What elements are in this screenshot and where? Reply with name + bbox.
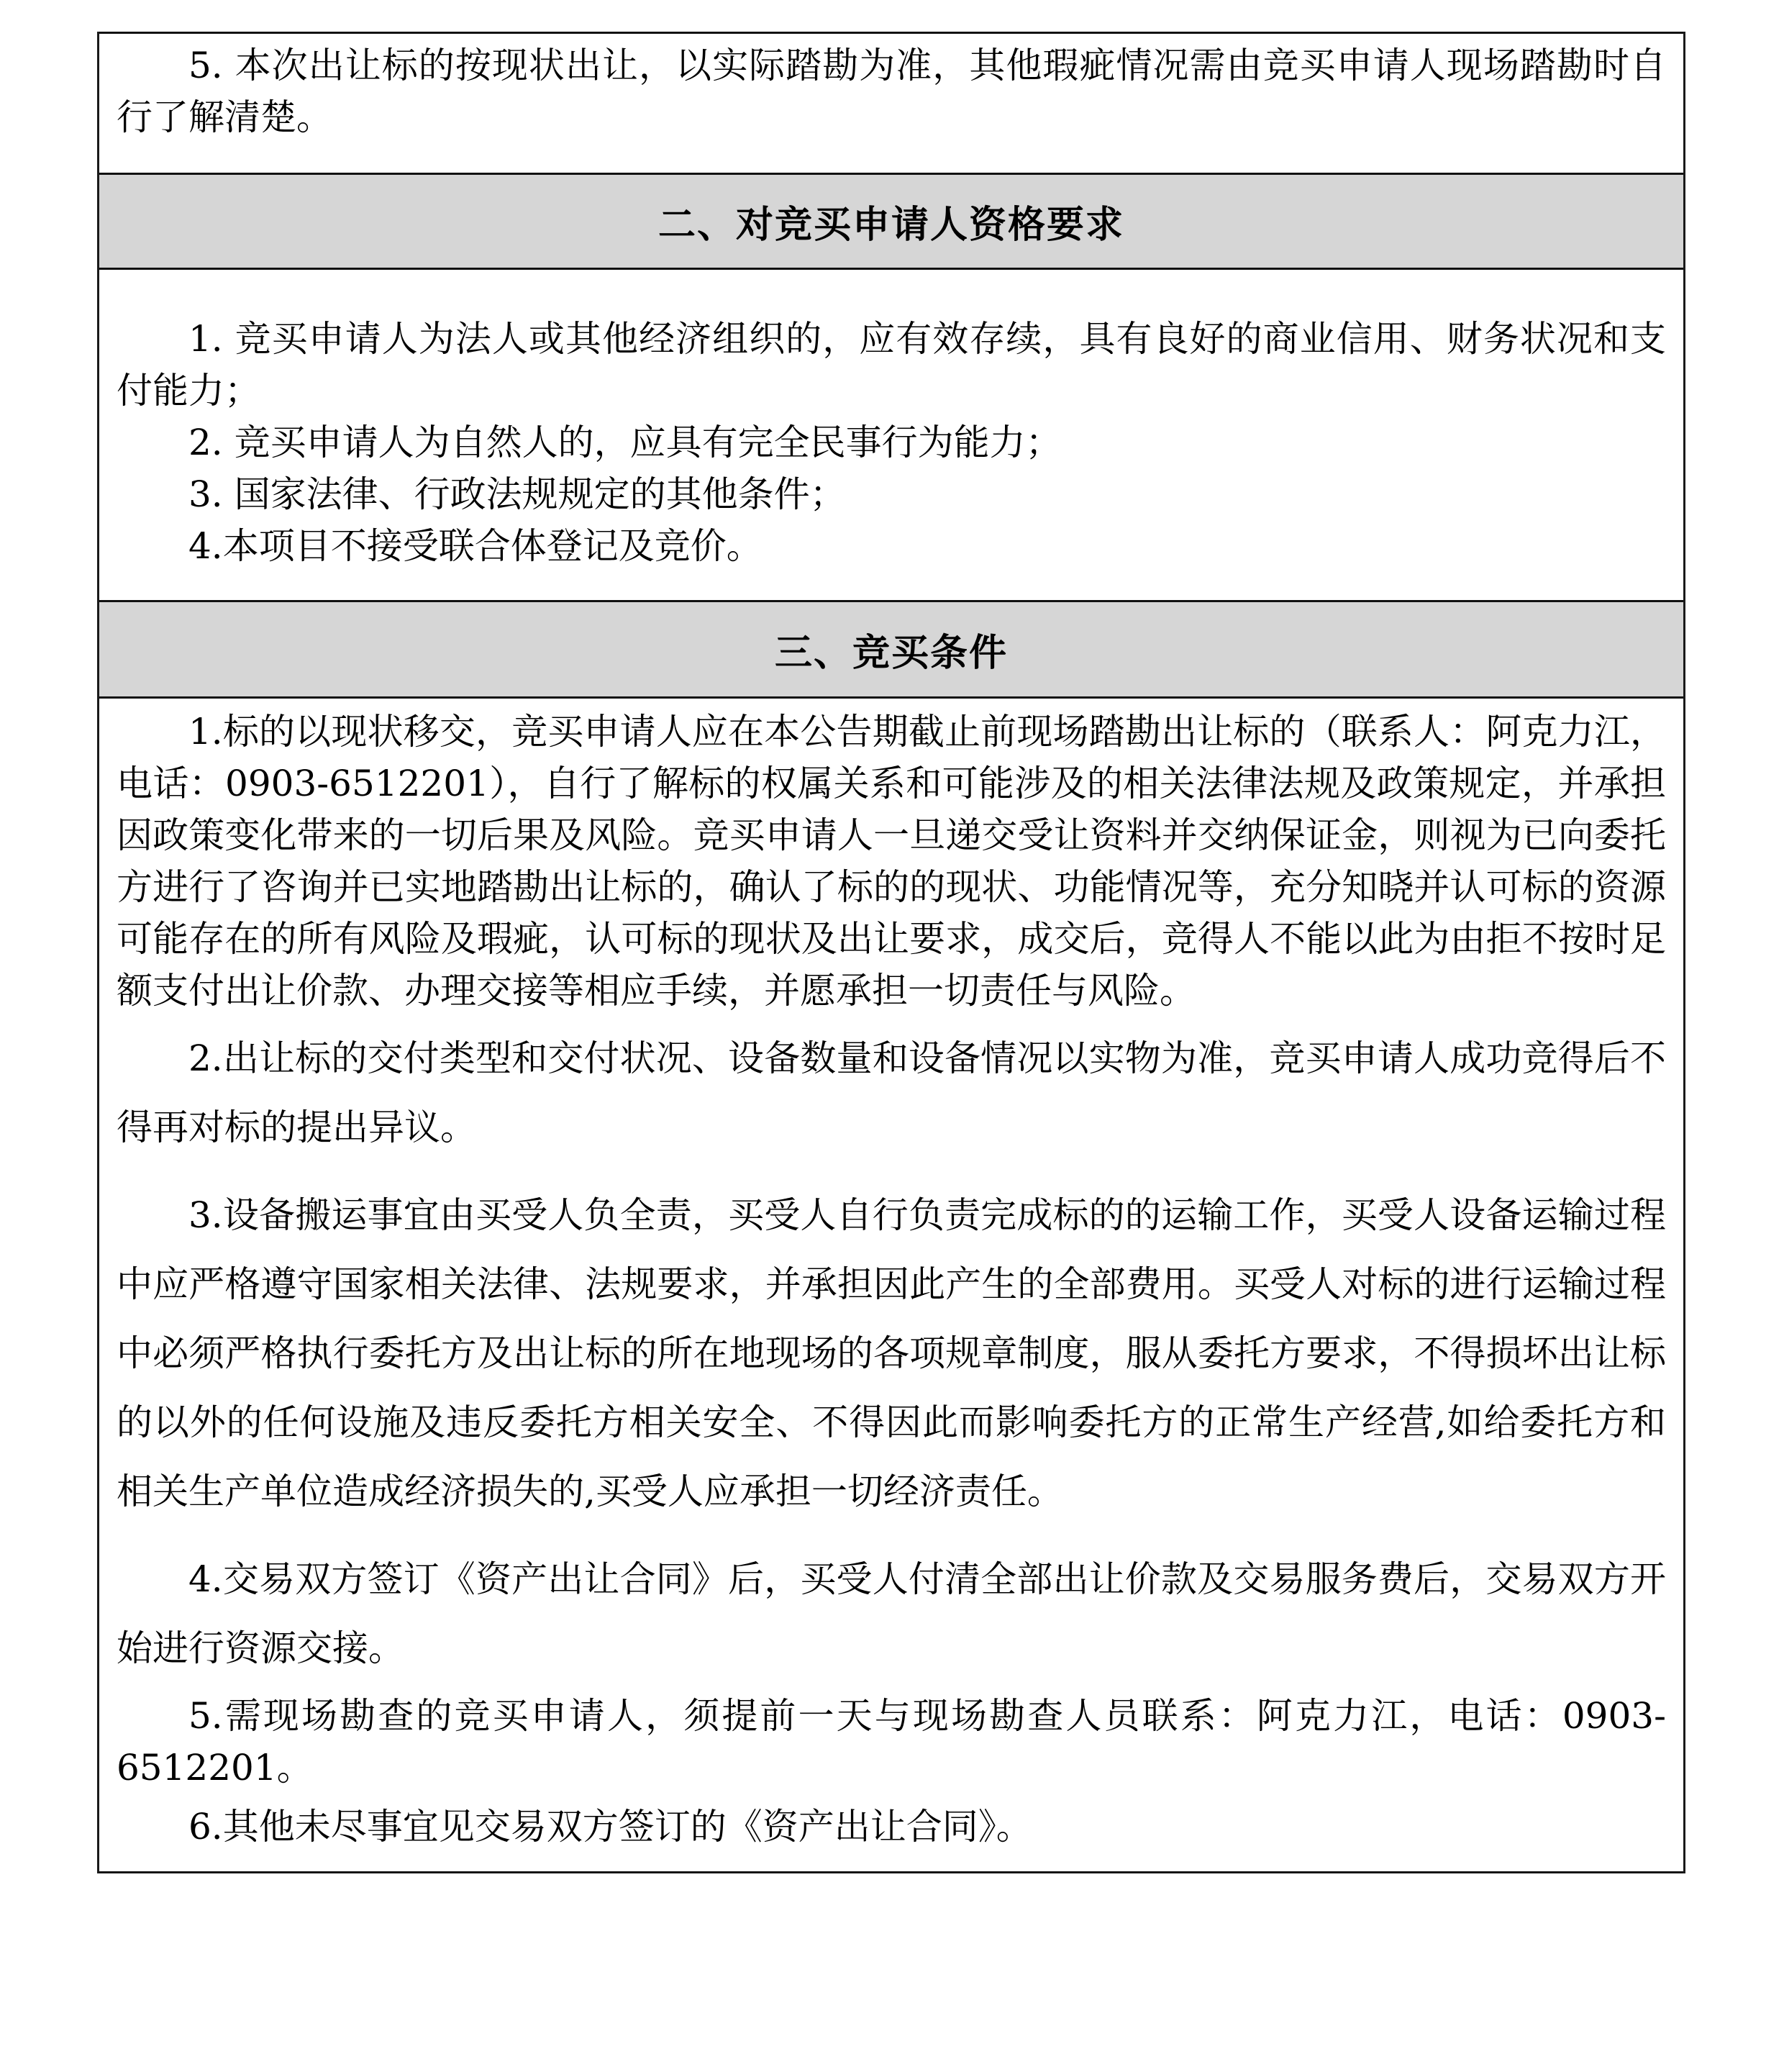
- condition-item-6: 6.其他未尽事宜见交易双方签订的《资产出让合同》。: [188, 1806, 1032, 1848]
- qualification-item-1: 1. 竞买申请人为法人或其他经济组织的，应有效存续，具有良好的商业信用、财务状况和支付能力；: [117, 318, 1666, 412]
- qualification-item-2: 2. 竞买申请人为自然人的，应具有完全民事行为能力；: [188, 422, 1062, 463]
- section-header-bidding-conditions: [99, 600, 1683, 696]
- condition-item-4: 4.交易双方签订《资产出让合同》后，买受人付清全部出让价款及交易服务费后，交易双方开始进行资源交接。: [117, 1558, 1666, 1669]
- section-body-qualifications: [99, 268, 1683, 600]
- condition-item-1: 1.标的以现状移交，竞买申请人应在本公告期截止前现场踏勘出让标的（联系人：阿克力江，电话：0903-6512201），自行了解标的权属关系和可能涉及的相关法律法规及政策规定，并承担因政策变化带来的一切后果及风险。竞买申请人一旦递交受让资料并交纳保证金，则视为已向委托方进行了咨询并已实地踏勘出让标的，确认了标的的现状、功能情况等，充分知晓并认可标的资源可能存在的所有风险及瑕疵，认可标的现状及出让要求，成交后，竞得人不能以此为由拒不按时足额支付出让价款、办理交接等相应手续，并愿承担一切责任与风险。: [117, 711, 1666, 1012]
- document-table: [97, 32, 1685, 1873]
- section-title-qualifications: 二、对竞买申请人资格要求: [657, 203, 1124, 247]
- paragraph-item-5: 5. 本次出让标的按现状出让，以实际踏勘为准，其他瑕疵情况需由竞买申请人现场踏勘时自行了解清楚。: [117, 45, 1666, 138]
- qualification-item-3: 3. 国家法律、行政法规规定的其他条件；: [188, 473, 846, 515]
- condition-item-5: 5.需现场勘查的竞买申请人，须提前一天与现场勘查人员联系：阿克力江，电话：0903-6512201。: [117, 1695, 1666, 1789]
- previous-section-tail-cell: [99, 32, 1683, 173]
- condition-item-2: 2.出让标的交付类型和交付状况、设备数量和设备情况以实物为准，竞买申请人成功竞得后不得再对标的提出异议。: [117, 1037, 1666, 1148]
- section-header-qualifications: [99, 173, 1683, 268]
- qualification-item-4: 4.本项目不接受联合体登记及竞价。: [188, 525, 763, 567]
- section-body-bidding-conditions: [99, 696, 1683, 1873]
- section-title-bidding-conditions: 三、竞买条件: [774, 631, 1008, 675]
- condition-item-3: 3.设备搬运事宜由买受人负全责，买受人自行负责完成标的的运输工作，买受人设备运输过程中应严格遵守国家相关法律、法规要求，并承担因此产生的全部费用。买受人对标的进行运输过程中必须严格执行委托方及出让标的所在地现场的各项规章制度，服从委托方要求，不得损坏出让标的以外的任何设施及违反委托方相关安全、不得因此而影响委托方的正常生产经营,如给委托方和相关生产单位造成经济损失的,买受人应承担一切经济责任。: [117, 1194, 1666, 1512]
